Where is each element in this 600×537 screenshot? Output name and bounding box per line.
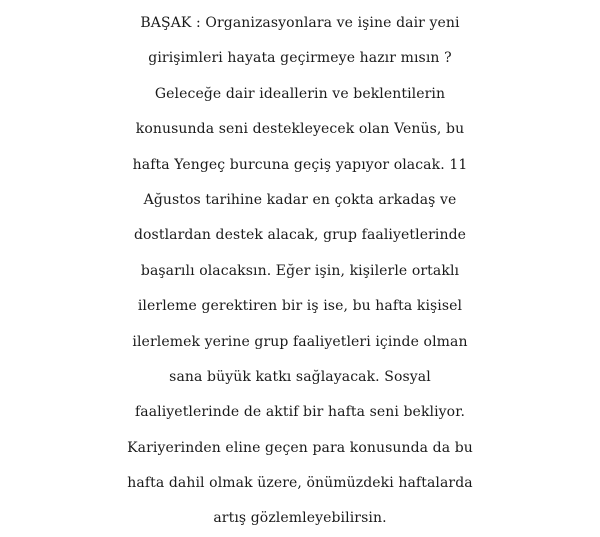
text-line: hafta dahil olmak üzere, önümüzdeki haftalarda — [127, 475, 473, 492]
text-line: artış gözlemleyebilirsin. — [213, 510, 387, 527]
text-line: ilerlemek yerine grup faaliyetleri içinde olman — [132, 333, 468, 350]
text-line: BAŞAK : Organizasyonlara ve işine dair yeni — [140, 15, 460, 31]
horoscope-text — [0, 6, 600, 537]
text-line: faaliyetlerinde de aktif bir hafta seni bekliyor. — [134, 404, 466, 421]
text-line: girişimleri hayata geçirmeye hazır mısın ? — [148, 50, 452, 67]
text-line: dostlardan destek alacak, grup faaliyetlerinde — [133, 227, 467, 244]
text-line: ilerleme gerektiren bir iş ise, bu hafta kişisel — [137, 298, 463, 315]
text-line: sana büyük katkı sağlayacak. Sosyal — [169, 368, 431, 385]
text-line: hafta Yengeç burcuna geçiş yapıyor olacak. 11 — [132, 156, 468, 173]
text-line: Ağustos tarihine kadar en çokta arkadaş ve — [143, 191, 457, 208]
text-line: Kariyerinden eline geçen para konusunda da bu — [127, 439, 473, 456]
text-line: Geleceğe dair ideallerin ve beklentilerin — [154, 85, 446, 102]
text-line: konusunda seni destekleyecek olan Venüs, bu — [135, 121, 465, 138]
text-line: başarılı olacaksın. Eğer işin, kişilerle ortaklı — [140, 262, 460, 279]
